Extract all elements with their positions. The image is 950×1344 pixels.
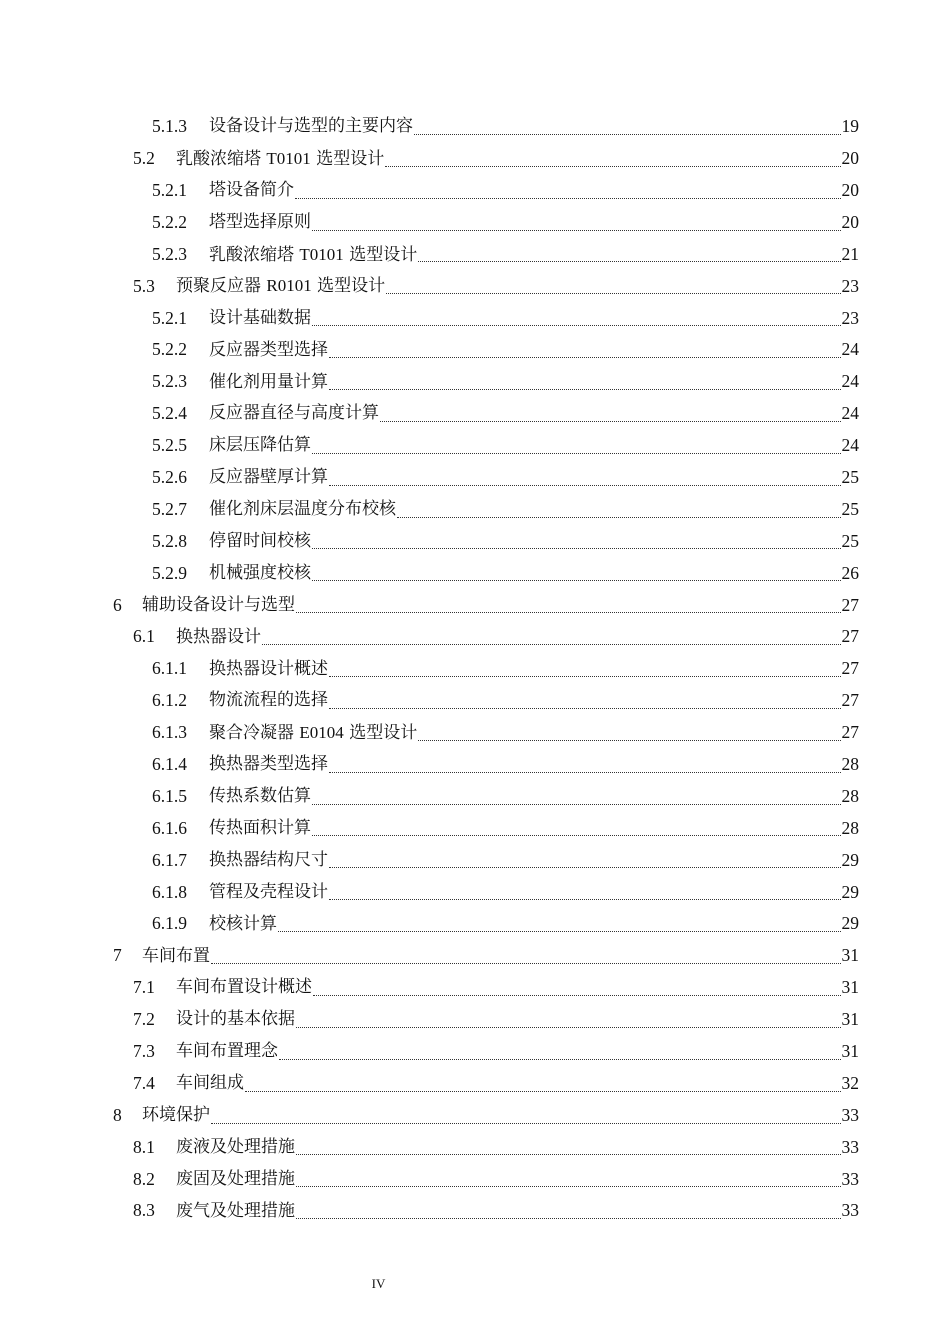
toc-entry-page: 33 xyxy=(841,1104,859,1125)
toc-entry-page: 33 xyxy=(841,1168,859,1189)
toc-entry-number: 6.1 xyxy=(133,626,155,647)
toc-entry-page: 31 xyxy=(841,1041,859,1062)
toc-entry[interactable] xyxy=(0,749,950,781)
toc-entry-number: 5.2 xyxy=(133,148,155,169)
toc-entry[interactable] xyxy=(0,844,950,876)
dot-leader xyxy=(245,1091,841,1092)
toc-entry-number: 7.3 xyxy=(133,1041,155,1062)
toc-entry[interactable] xyxy=(0,940,950,972)
dot-leader xyxy=(329,676,841,677)
toc-entry-title: 催化剂床层温度分布校核 xyxy=(209,499,396,520)
toc-entry-page: 20 xyxy=(841,148,859,169)
dot-leader xyxy=(262,644,841,645)
dot-leader xyxy=(278,931,841,932)
toc-entry-page: 26 xyxy=(841,562,859,583)
toc-entry[interactable] xyxy=(0,972,950,1004)
toc-entry-page: 24 xyxy=(841,339,859,360)
toc-entry-page: 29 xyxy=(841,913,859,934)
toc-entry[interactable] xyxy=(0,557,950,589)
toc-entry-page: 31 xyxy=(841,1009,859,1030)
toc-entry-page: 23 xyxy=(841,275,859,296)
toc-entry-page: 20 xyxy=(841,211,859,232)
toc-entry-title: 传热面积计算 xyxy=(209,818,311,839)
dot-leader xyxy=(312,548,841,549)
toc-entry[interactable] xyxy=(0,1068,950,1100)
toc-entry[interactable] xyxy=(0,239,950,271)
dot-leader xyxy=(380,421,841,422)
dot-leader xyxy=(313,995,841,996)
dot-leader xyxy=(279,1059,841,1060)
dot-leader xyxy=(296,1218,841,1219)
toc-entry-page: 32 xyxy=(841,1072,859,1093)
toc-entry-title: 设计基础数据 xyxy=(209,307,311,328)
toc-entry[interactable] xyxy=(0,717,950,749)
toc-entry-number: 5.2.3 xyxy=(152,243,187,264)
toc-entry-title: 反应器壁厚计算 xyxy=(209,467,328,488)
toc-entry[interactable] xyxy=(0,621,950,653)
toc-entry[interactable] xyxy=(0,366,950,398)
toc-entry-title: 塔设备简介 xyxy=(209,180,294,201)
toc-entry-number: 8.2 xyxy=(133,1168,155,1189)
toc-entry-page: 25 xyxy=(841,466,859,487)
toc-entry-title: 催化剂用量计算 xyxy=(209,371,328,392)
toc-entry[interactable] xyxy=(0,398,950,430)
toc-entry-title: 环境保护 xyxy=(142,1105,210,1126)
dot-leader xyxy=(329,357,841,358)
dot-leader xyxy=(312,230,841,231)
toc-entry-title: 车间布置理念 xyxy=(176,1041,278,1062)
dot-leader xyxy=(418,740,840,741)
toc-entry-number: 5.2.8 xyxy=(152,530,187,551)
toc-entry-page: 29 xyxy=(841,881,859,902)
toc-entry[interactable] xyxy=(0,589,950,621)
toc-entry-page: 28 xyxy=(841,785,859,806)
toc-entry-number: 5.2.4 xyxy=(152,403,187,424)
toc-entry-page: 27 xyxy=(841,690,859,711)
toc-entry-title: 传热系数估算 xyxy=(209,786,311,807)
toc-entry-number: 5.2.1 xyxy=(152,179,187,200)
toc-entry-title: 乳酸浓缩塔 T0101 选型设计 xyxy=(176,148,385,169)
toc-entry-number: 6.1.2 xyxy=(152,690,187,711)
toc-entry-page: 27 xyxy=(841,594,859,615)
toc-entry-page: 27 xyxy=(841,722,859,743)
toc-entry[interactable] xyxy=(0,1195,950,1227)
toc-entry-number: 6.1.7 xyxy=(152,849,187,870)
dot-leader xyxy=(312,580,841,581)
toc-entry-number: 5.2.7 xyxy=(152,498,187,519)
dot-leader xyxy=(329,772,841,773)
toc-entry-page: 29 xyxy=(841,849,859,870)
toc-entry-number: 8 xyxy=(113,1104,122,1125)
dot-leader xyxy=(296,1186,841,1187)
toc-entry-number: 5.2.1 xyxy=(152,307,187,328)
toc-entry-number: 5.2.2 xyxy=(152,339,187,360)
toc-entry-title: 乳酸浓缩塔 T0101 选型设计 xyxy=(209,244,418,265)
dot-leader xyxy=(385,166,840,167)
dot-leader xyxy=(296,1027,841,1028)
toc-entry-page: 33 xyxy=(841,1200,859,1221)
dot-leader xyxy=(296,1154,841,1155)
toc-entry-page: 23 xyxy=(841,307,859,328)
dot-leader xyxy=(312,453,841,454)
dot-leader xyxy=(386,293,840,294)
dot-leader xyxy=(312,835,841,836)
toc-entry-title: 换热器类型选择 xyxy=(209,754,328,775)
toc-entry-page: 31 xyxy=(841,945,859,966)
toc-entry[interactable] xyxy=(0,1036,950,1068)
toc-entry-title: 辅助设备设计与选型 xyxy=(142,594,295,615)
toc-entry-page: 25 xyxy=(841,498,859,519)
toc-entry-number: 5.1.3 xyxy=(152,116,187,137)
toc-entry-number: 5.2.2 xyxy=(152,211,187,232)
toc-entry-number: 6.1.6 xyxy=(152,817,187,838)
toc-entry-page: 27 xyxy=(841,658,859,679)
toc-entry[interactable] xyxy=(0,270,950,302)
toc-entry-title: 管程及壳程设计 xyxy=(209,881,328,902)
toc-entry-number: 6 xyxy=(113,594,122,615)
dot-leader xyxy=(329,899,841,900)
dot-leader xyxy=(397,517,841,518)
toc-entry-number: 6.1.3 xyxy=(152,722,187,743)
toc-entry-title: 换热器结构尺寸 xyxy=(209,849,328,870)
dot-leader xyxy=(414,134,841,135)
dot-leader xyxy=(312,325,841,326)
toc-entry-title: 预聚反应器 R0101 选型设计 xyxy=(176,276,386,297)
toc-entry-title: 反应器直径与高度计算 xyxy=(209,403,379,424)
toc-entry-title: 车间布置 xyxy=(142,945,210,966)
dot-leader xyxy=(329,867,841,868)
toc-entry-title: 废气及处理措施 xyxy=(176,1200,295,1221)
toc-entry-number: 6.1.5 xyxy=(152,785,187,806)
toc-entry-number: 6.1.1 xyxy=(152,658,187,679)
toc-entry[interactable] xyxy=(0,1132,950,1164)
toc-entry-title: 车间布置设计概述 xyxy=(176,977,312,998)
toc-entry[interactable] xyxy=(0,143,950,175)
toc-entry-page: 21 xyxy=(841,243,859,264)
toc-entry[interactable] xyxy=(0,302,950,334)
toc-entry[interactable] xyxy=(0,430,950,462)
toc-entry-page: 24 xyxy=(841,371,859,392)
toc-entry-page: 33 xyxy=(841,1136,859,1157)
toc-entry-number: 8.1 xyxy=(133,1136,155,1157)
toc-entry-page: 19 xyxy=(841,116,859,137)
dot-leader xyxy=(211,963,841,964)
toc-entry-page: 27 xyxy=(841,626,859,647)
toc-entry-number: 6.1.9 xyxy=(152,913,187,934)
toc-entry-number: 6.1.4 xyxy=(152,754,187,774)
toc-entry[interactable] xyxy=(0,175,950,207)
toc-entry-title: 设计的基本依据 xyxy=(176,1009,295,1030)
toc-entry-title: 反应器类型选择 xyxy=(209,339,328,360)
dot-leader xyxy=(329,389,841,390)
toc-entry[interactable] xyxy=(0,334,950,366)
toc-entry-number: 5.2.6 xyxy=(152,466,187,487)
toc-entry[interactable] xyxy=(0,653,950,685)
toc-entry-title: 物流流程的选择 xyxy=(209,690,328,711)
toc-entry-page: 25 xyxy=(841,530,859,551)
toc-entry-page: 31 xyxy=(841,977,859,998)
toc-entry-page: 24 xyxy=(841,435,859,456)
toc-entry[interactable] xyxy=(0,1100,950,1132)
dot-leader xyxy=(329,485,841,486)
toc-entry[interactable] xyxy=(0,685,950,717)
toc-entry-title: 车间组成 xyxy=(176,1073,244,1094)
toc-entry-title: 聚合冷凝器 E0104 选型设计 xyxy=(209,722,418,743)
toc-entry-number: 7 xyxy=(113,945,122,966)
toc-entry-page: 28 xyxy=(841,754,859,774)
toc-entry[interactable] xyxy=(0,908,950,940)
toc-entry-title: 换热器设计概述 xyxy=(209,658,328,679)
toc-entry-title: 校核计算 xyxy=(209,913,277,934)
toc-entry-number: 6.1.8 xyxy=(152,881,187,902)
toc-entry[interactable] xyxy=(0,813,950,845)
toc-entry-number: 7.2 xyxy=(133,1009,155,1030)
toc-entry-title: 停留时间校核 xyxy=(209,531,311,552)
toc-entry-page: 24 xyxy=(841,403,859,424)
toc-entry-number: 7.1 xyxy=(133,977,155,998)
toc-entry[interactable] xyxy=(0,207,950,239)
dot-leader xyxy=(295,198,841,199)
toc-entry-title: 废固及处理措施 xyxy=(176,1168,295,1189)
page-number-footer: IV xyxy=(371,1276,386,1291)
toc-entry-title: 设备设计与选型的主要内容 xyxy=(209,116,413,137)
toc-entry-title: 废液及处理措施 xyxy=(176,1136,295,1157)
toc-entry[interactable] xyxy=(0,494,950,526)
toc-entry-title: 床层压降估算 xyxy=(209,435,311,456)
dot-leader xyxy=(329,708,841,709)
toc-entry-page: 28 xyxy=(841,817,859,838)
toc-entry-number: 5.2.5 xyxy=(152,435,187,456)
toc-entry-page: 20 xyxy=(841,179,859,200)
toc-entry[interactable] xyxy=(0,526,950,558)
toc-entry[interactable] xyxy=(0,1163,950,1195)
toc-entry-title: 换热器设计 xyxy=(176,626,261,647)
toc-entry[interactable] xyxy=(0,462,950,494)
toc-entry-title: 机械强度校核 xyxy=(209,562,311,583)
toc-entry[interactable] xyxy=(0,1004,950,1036)
toc-entry[interactable] xyxy=(0,876,950,908)
toc-entry-number: 5.2.3 xyxy=(152,371,187,392)
toc-entry[interactable] xyxy=(0,111,950,143)
table-of-contents xyxy=(0,111,950,1227)
dot-leader xyxy=(296,612,841,613)
dot-leader xyxy=(418,261,840,262)
dot-leader xyxy=(312,804,841,805)
toc-entry-title: 塔型选择原则 xyxy=(209,212,311,233)
toc-entry-number: 5.2.9 xyxy=(152,562,187,583)
toc-entry-number: 7.4 xyxy=(133,1072,155,1093)
toc-entry[interactable] xyxy=(0,781,950,813)
toc-entry-number: 5.3 xyxy=(133,275,155,296)
toc-entry-number: 8.3 xyxy=(133,1200,155,1221)
dot-leader xyxy=(211,1123,841,1124)
